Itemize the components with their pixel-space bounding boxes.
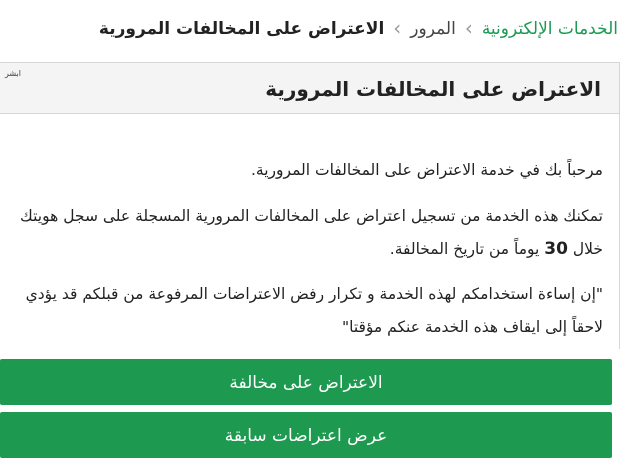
description-text-end: يوماً من تاريخ المخالفة. bbox=[389, 240, 545, 258]
days-count: 30 bbox=[544, 239, 568, 259]
chevron-left-icon: › bbox=[393, 16, 402, 40]
chevron-left-icon: › bbox=[464, 16, 473, 40]
panel-body bbox=[0, 114, 620, 349]
page-title: الاعتراض على المخالفات المرورية bbox=[265, 77, 601, 101]
breadcrumb bbox=[10, 14, 618, 44]
description-text-start: تمكنك هذه الخدمة من تسجيل اعتراض على المخالفات المرورية المسجلة على سجل هويتك خلال bbox=[20, 207, 603, 258]
warning-text: "إن إساءة استخدامكم لهذه الخدمة و تكرار رفض الاعتراضات المرفوعة من قبلكم قد يؤدي لاحقاً إلى ايقاف هذه الخدمة عنكم مؤقتا" bbox=[25, 285, 603, 336]
welcome-text: مرحباً بك في خدمة الاعتراض على المخالفات المرورية. bbox=[251, 161, 603, 179]
breadcrumb-current: الاعتراض على المخالفات المرورية bbox=[98, 19, 385, 39]
view-previous-objections-button[interactable]: عرض اعتراضات سابقة bbox=[0, 412, 612, 458]
service-description bbox=[8, 200, 603, 266]
breadcrumb-traffic[interactable]: المرور bbox=[410, 19, 456, 39]
panel-header bbox=[0, 62, 620, 114]
object-violation-button[interactable]: الاعتراض على مخالفة bbox=[0, 359, 612, 405]
brand-label: ابشر bbox=[5, 69, 21, 78]
breadcrumb-electronic-services[interactable]: الخدمات الإلكترونية bbox=[481, 19, 618, 39]
